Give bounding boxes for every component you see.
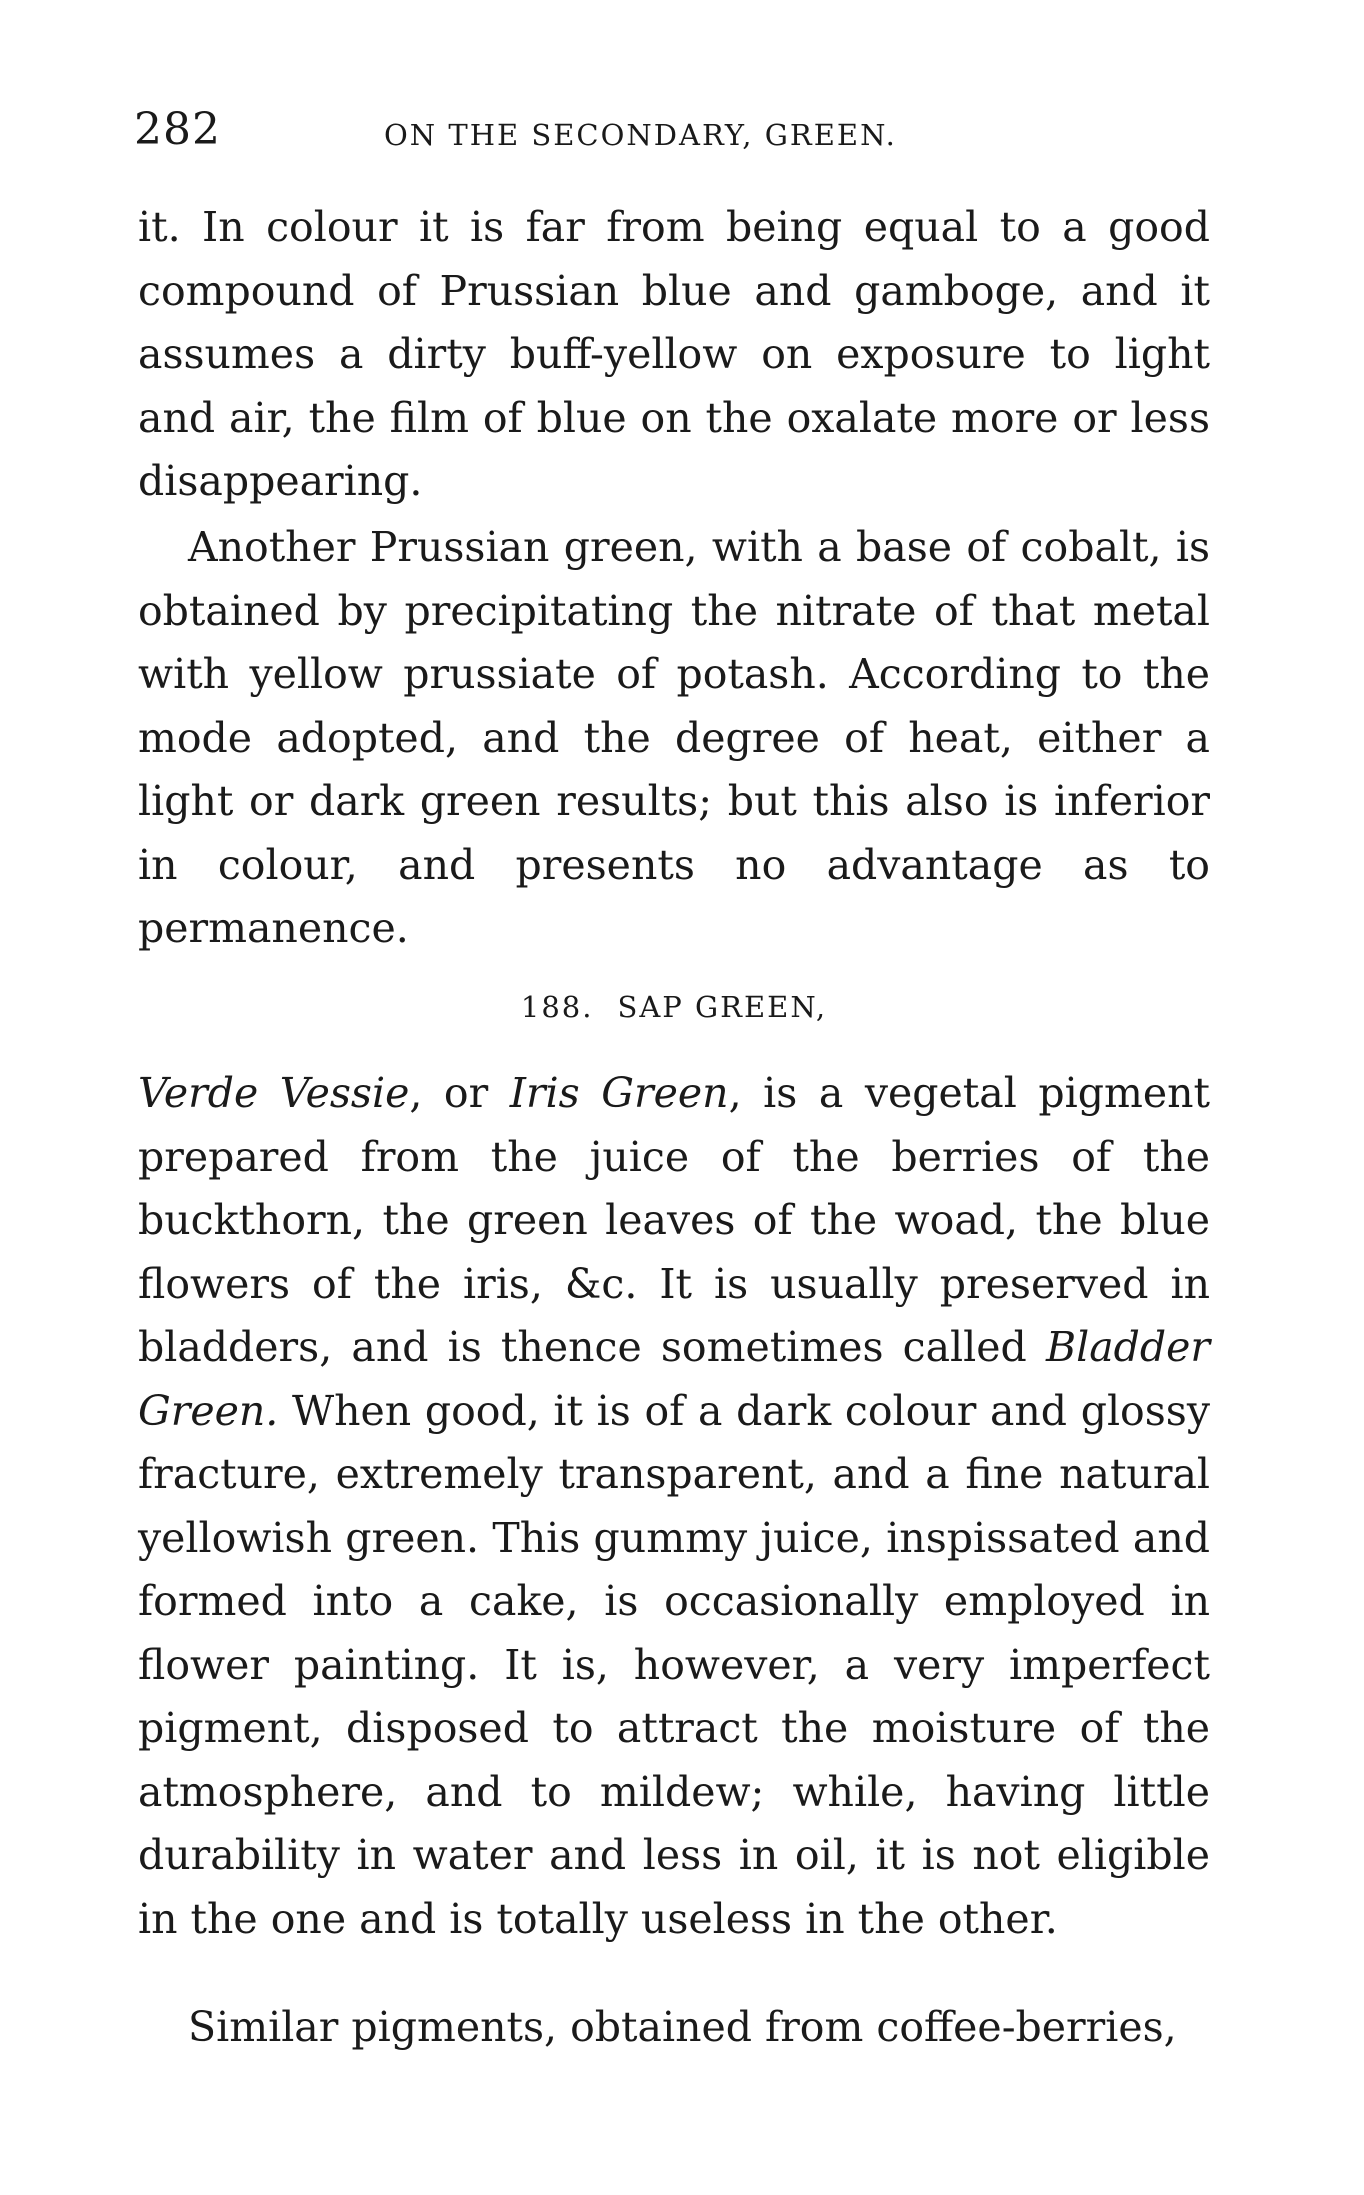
text-run: When good, it is of a dark colour and glossy fracture, extremely transparent, and a fine natural yellowish green. This gummy juice, inspissated and formed into a cake, is occasionally employed in flower painting. It is, however, a very imperfect pigment, disposed to attract the moisture of the atmosphere, and to mildew; while, having little durability in water and less in oil, it is not eligible in the one and is totally useless in the other.	[138, 1386, 1210, 1943]
text-run: , is a vegetal pigment prepared from the juice of the berries of the buckthorn, the green leaves of the woad, the blue flowers of the iris, &c. It is usually preserved in bladders, and is thence sometimes called	[138, 1069, 1210, 1371]
section-title: SAP GREEN,	[617, 990, 828, 1024]
term-verde-vessie: Verde Vessie	[138, 1069, 410, 1117]
paragraph-text: Similar pigments, obtained from coffee-berries,	[188, 2003, 1177, 2051]
section-number: 188.	[520, 990, 594, 1024]
paragraph-cobalt	[138, 516, 1210, 961]
paragraph-text	[138, 1062, 1210, 1951]
page-number: 282	[134, 104, 221, 155]
text-run: , or	[409, 1069, 510, 1117]
running-head	[134, 104, 1234, 164]
term-iris-green: Iris Green	[509, 1069, 729, 1117]
paragraph-sap-green	[138, 1062, 1210, 1951]
paragraph-text: it. In colour it is far from being equal to a good compound of Prussian blue and gamboge, and it assumes a dirty buff-yellow on exposure to light and air, the film of blue on the oxalate more or less disappearing.	[138, 203, 1210, 505]
paragraph-text: Another Prussian green, with a base of cobalt, is obtained by precipitating the nitrate of that metal with yellow prussiate of potash. According to the mode adopted, and the degree of heat, either a light or dark green results; but this also is inferior in colour, and presents no advantage as to permanence.	[138, 523, 1210, 952]
term-bladder-green: Bladder Green.	[138, 1323, 1210, 1435]
paragraph-closing	[138, 1996, 1210, 2060]
running-title: ON THE SECONDARY, GREEN.	[384, 118, 897, 152]
paragraph-continued	[138, 196, 1210, 514]
section-heading	[138, 990, 1210, 1024]
